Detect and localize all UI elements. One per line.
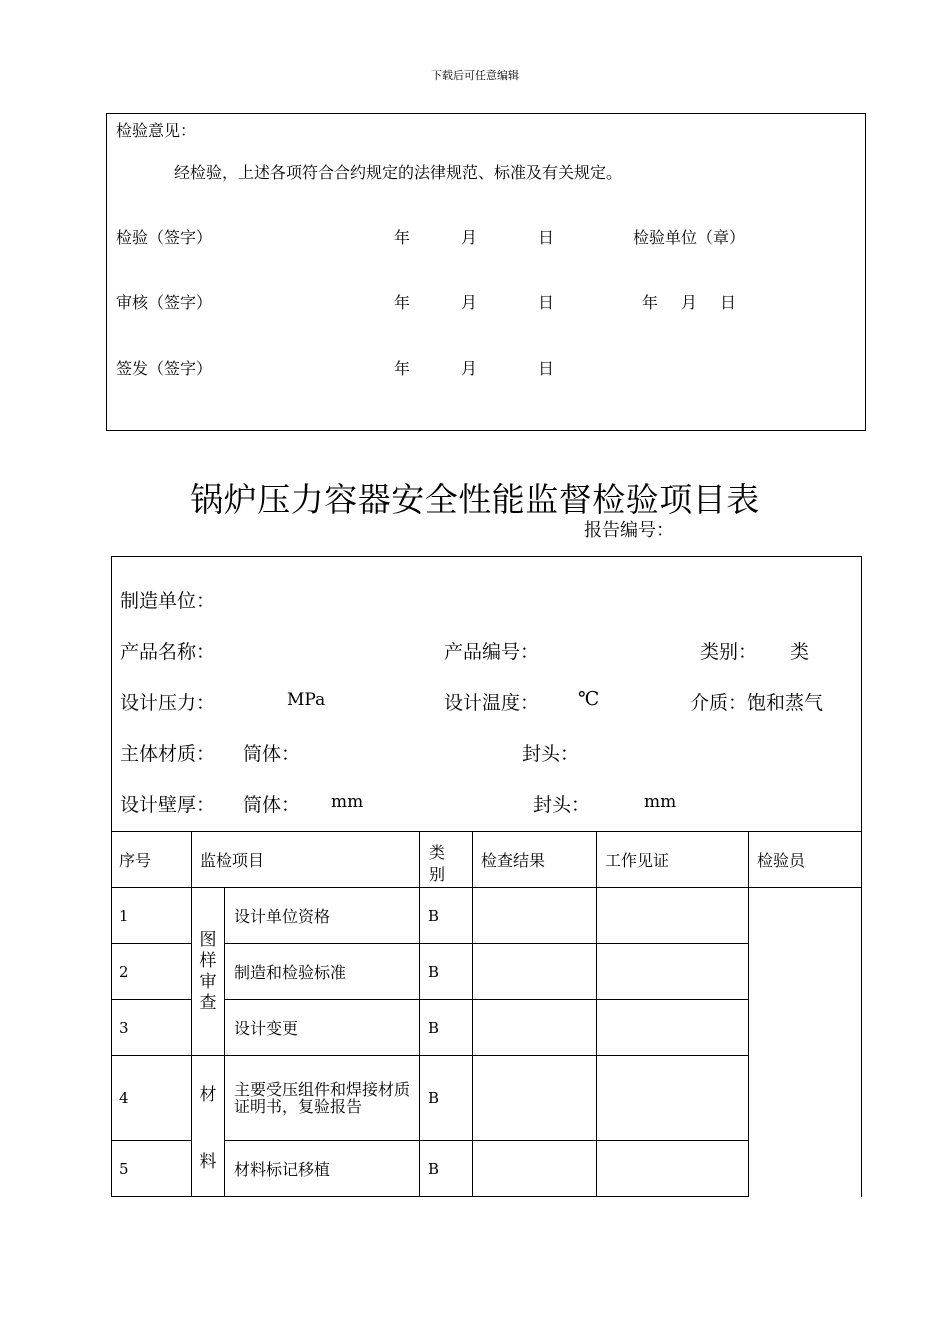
table-line (472, 831, 473, 1197)
header-witness: 工作见证 (605, 851, 670, 870)
row-category: B (428, 1089, 440, 1107)
group-drawing-char: 图 (199, 930, 217, 950)
group-drawing-char: 审 (199, 972, 217, 992)
row-number: 5 (119, 1159, 129, 1178)
header-category-bottom: 别 (429, 865, 446, 884)
header-item: 监检项目 (200, 851, 265, 870)
row-category: B (428, 962, 440, 981)
table-border-left (111, 831, 112, 1197)
row-category: B (428, 906, 440, 925)
header-inspector: 检验员 (757, 851, 806, 870)
pressure-unit: MPa (287, 690, 326, 710)
issue-day: 日 (538, 359, 555, 378)
row-number: 1 (119, 906, 129, 925)
category-suffix: 类 (790, 641, 810, 663)
group-material-bottom: 料 (199, 1152, 217, 1172)
header-result: 检查结果 (481, 851, 546, 870)
table-line (748, 831, 749, 1197)
wall-thickness-label: 设计壁厚： (120, 794, 216, 816)
row-category: B (428, 1159, 440, 1178)
product-number-label: 产品编号： (444, 641, 540, 663)
manufacturer-label: 制造单位： (120, 590, 216, 612)
group-drawing-char: 查 (199, 993, 217, 1013)
inspect-year: 年 (394, 228, 411, 247)
inspect-day: 日 (538, 228, 555, 247)
inspect-sign-label: 检验（签字） (116, 228, 213, 247)
report-number-label: 报告编号： (584, 520, 674, 541)
row-number: 4 (119, 1089, 129, 1107)
issue-month: 月 (461, 359, 478, 378)
row-number: 3 (119, 1018, 129, 1037)
row-item: 设计变更 (234, 1019, 299, 1038)
group-drawing-char: 样 (199, 951, 217, 971)
group-drawing-review (192, 930, 224, 1014)
document-title: 锅炉压力容器安全性能监督检验项目表 (190, 480, 760, 519)
row-item: 制造和检验标准 (234, 963, 347, 982)
review-month: 月 (461, 293, 478, 312)
table-line (111, 1196, 748, 1197)
table-line (596, 831, 597, 1197)
header-seq: 序号 (119, 851, 152, 870)
head-thickness-unit: mm (644, 792, 677, 812)
head-thickness-label: 封头： (533, 794, 591, 816)
product-info-box (111, 556, 862, 832)
review-sign-label: 审核（签字） (116, 293, 213, 312)
review-year: 年 (394, 293, 411, 312)
temperature-unit: ℃ (578, 688, 600, 710)
head-material-label: 封头： (522, 743, 580, 765)
row-category: B (428, 1018, 440, 1037)
category-label: 类别： (700, 641, 758, 663)
header-note: 下载后可任意编辑 (431, 69, 519, 82)
group-material-top: 材 (199, 1085, 217, 1105)
medium-label: 介质：饱和蒸气 (690, 692, 824, 714)
design-pressure-label: 设计压力： (120, 692, 216, 714)
product-name-label: 产品名称： (120, 641, 216, 663)
table-border-right (861, 831, 862, 1197)
table-line (224, 999, 748, 1000)
row-item: 主要受压组件和焊接材质证明书，复验报告 (234, 1080, 411, 1116)
shell-thickness-unit: mm (331, 792, 364, 812)
table-line (419, 831, 420, 1197)
row-number: 2 (119, 962, 129, 981)
design-temperature-label: 设计温度： (444, 692, 540, 714)
issue-sign-label: 签发（签字） (116, 359, 213, 378)
opinion-statement: 经检验，上述各项符合合约规定的法律规范、标准及有关规定。 (174, 163, 623, 182)
table-line (224, 887, 225, 1197)
table-line (191, 831, 192, 1197)
unit-seal-label: 检验单位（章） (633, 228, 746, 247)
shell-thickness-label: 筒体： (243, 794, 301, 816)
inspection-opinion-box (106, 113, 866, 431)
inspect-month: 月 (461, 228, 478, 247)
seal-day: 日 (720, 293, 737, 312)
opinion-label: 检验意见： (116, 121, 197, 140)
header-category-top: 类 (429, 843, 446, 862)
seal-year: 年 (642, 293, 659, 312)
seal-month: 月 (681, 293, 698, 312)
row-item: 设计单位资格 (234, 907, 331, 926)
review-day: 日 (538, 293, 555, 312)
shell-material-label: 筒体： (243, 743, 301, 765)
main-material-label: 主体材质： (120, 743, 216, 765)
issue-year: 年 (394, 359, 411, 378)
row-item: 材料标记移植 (234, 1160, 331, 1179)
